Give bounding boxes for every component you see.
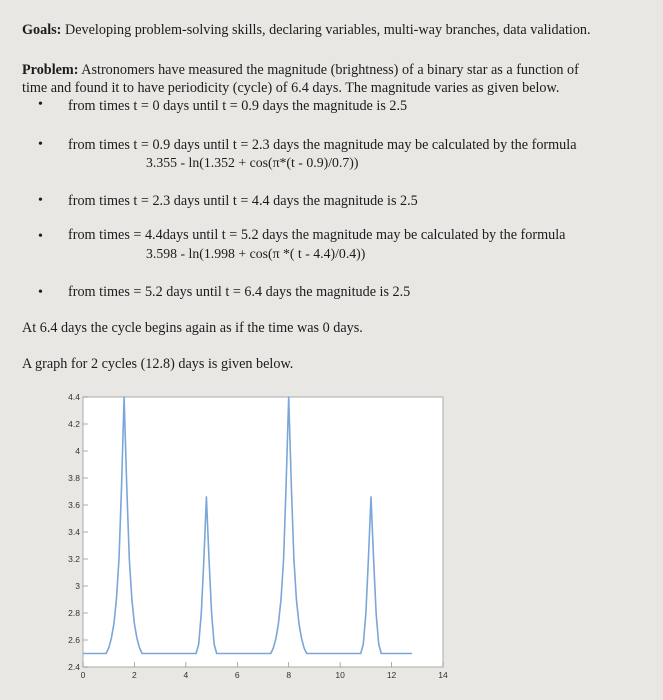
bullet-dot: • bbox=[38, 97, 43, 112]
x-tick-label: 4 bbox=[183, 670, 189, 680]
x-tick-label: 12 bbox=[386, 670, 397, 680]
problem-line-2: time and found it to have periodicity (cycle) of 6.4 days. The magnitude varies as given below. bbox=[22, 80, 560, 96]
bullet-text: from times = 5.2 days until t = 6.4 days the magnitude is 2.5 bbox=[68, 284, 411, 300]
bullet-formula: 3.355 - ln(1.352 + cos(π*(t - 0.9)/0.7)) bbox=[146, 155, 359, 170]
y-tick-label: 3.4 bbox=[68, 527, 80, 537]
goals-label: Goals: bbox=[22, 22, 62, 38]
y-tick-label: 3.8 bbox=[68, 473, 80, 483]
bullet-dot: • bbox=[38, 229, 43, 244]
y-tick-label: 4.2 bbox=[68, 419, 80, 429]
bullet-text: from times t = 0 days until t = 0.9 days the magnitude is 2.5 bbox=[68, 98, 408, 114]
bullet-text: from times t = 2.3 days until t = 4.4 days the magnitude is 2.5 bbox=[68, 193, 418, 209]
problem-text-1: Astronomers have measured the magnitude (brightness) of a binary star as a function of bbox=[78, 62, 579, 78]
goals-text: Developing problem-solving skills, declaring variables, multi-way branches, data validation. bbox=[61, 22, 591, 38]
x-tick-label: 10 bbox=[335, 670, 345, 680]
bullet-formula: 3.598 - ln(1.998 + cos(π *( t - 4.4)/0.4)) bbox=[146, 246, 366, 261]
bullet-dot: • bbox=[38, 285, 43, 300]
y-tick-label: 4 bbox=[75, 446, 80, 456]
x-tick-label: 6 bbox=[234, 670, 240, 680]
y-tick-label: 3.6 bbox=[68, 500, 80, 510]
y-tick-label: 3 bbox=[75, 581, 80, 591]
x-tick-label: 14 bbox=[438, 670, 448, 680]
problem-label: Problem: bbox=[22, 62, 79, 78]
cycle-note: At 6.4 days the cycle begins again as if the time was 0 days. bbox=[22, 320, 363, 336]
x-tick-label: 0 bbox=[80, 670, 86, 680]
y-tick-label: 2.4 bbox=[68, 662, 80, 672]
y-tick-label: 4.4 bbox=[68, 392, 80, 402]
graph-note: A graph for 2 cycles (12.8) days is given below. bbox=[22, 356, 294, 372]
y-tick-label: 2.8 bbox=[68, 608, 80, 618]
y-tick-label: 2.6 bbox=[68, 635, 80, 645]
bullet-text: from times = 4.4days until t = 5.2 days the magnitude may be calculated by the formula bbox=[68, 227, 566, 243]
bullet-dot: • bbox=[38, 137, 43, 152]
x-tick-label: 8 bbox=[286, 670, 292, 680]
bullet-text: from times t = 0.9 days until t = 2.3 days the magnitude may be calculated by the formula bbox=[68, 137, 577, 153]
x-tick-label: 2 bbox=[132, 670, 137, 680]
y-tick-label: 3.2 bbox=[68, 554, 80, 564]
bullet-dot: • bbox=[38, 193, 43, 208]
plot-area bbox=[83, 397, 443, 667]
